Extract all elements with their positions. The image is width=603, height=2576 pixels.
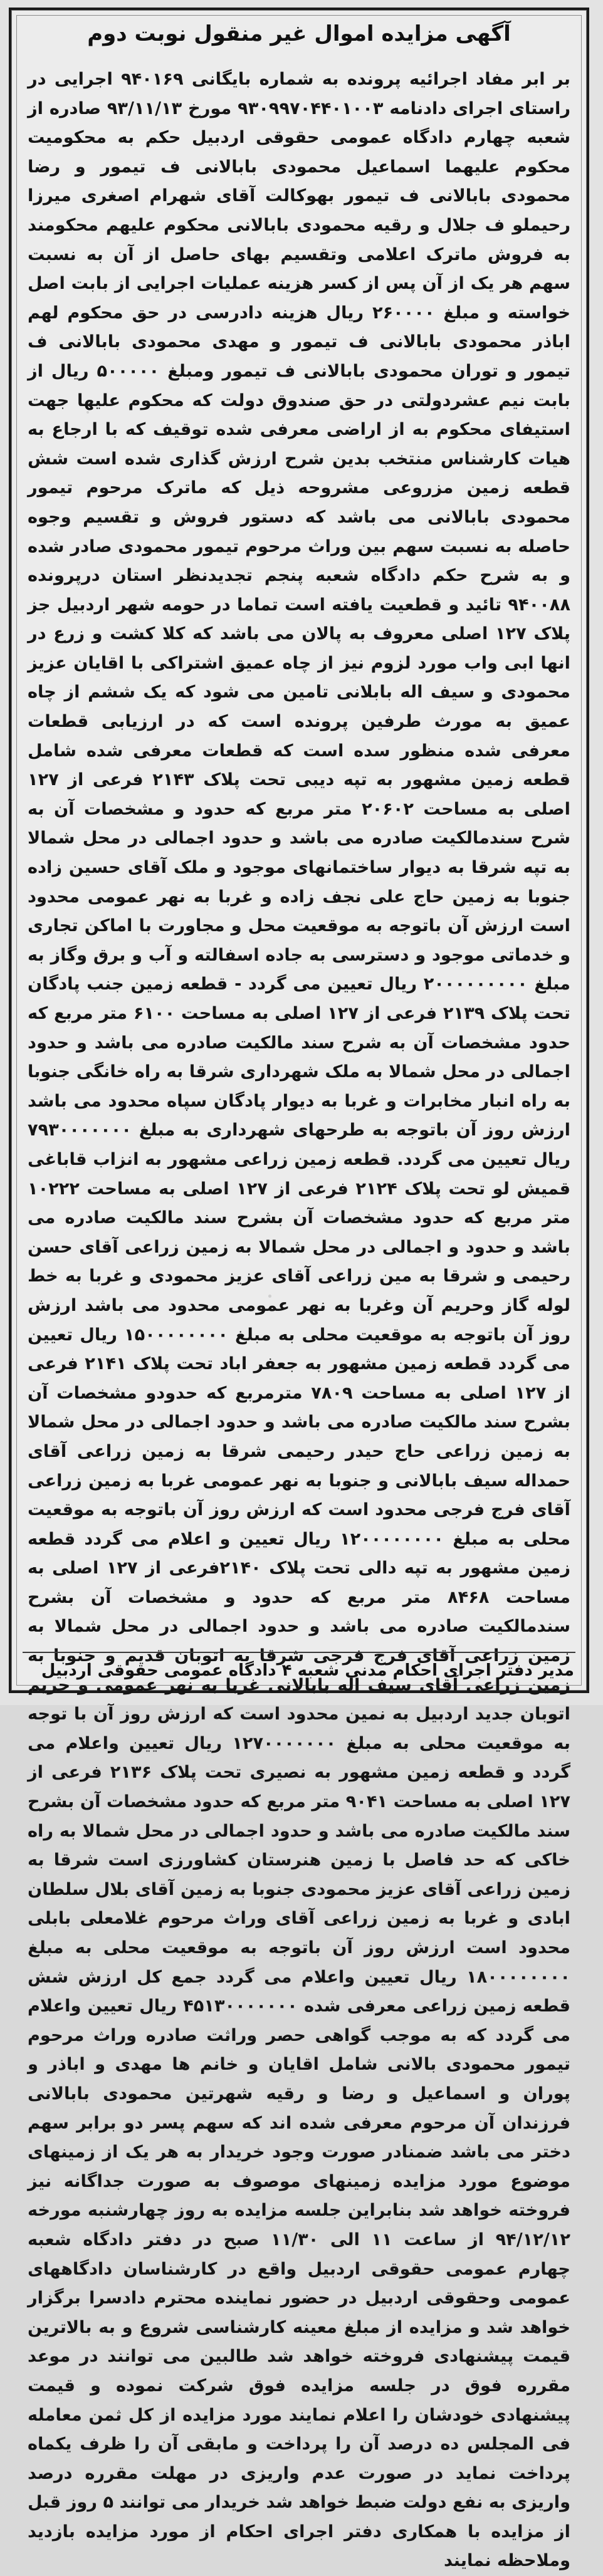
notice-title: آگهی مزایده اموال غیر منقول نوبت دوم bbox=[87, 21, 511, 46]
notice-body-paragraph: بر ابر مفاد اجرائیه پرونده به شماره بایگانی ۹۴۰۱۶۹ اجرایی در راستای اجرای دادنامه ۹۳۰۹۹۷۰۴۴۰۱۰۰۳ مورخ ۹۳/۱۱/۱۳ صادره از شعبه چهارم دادگاه عمومی حقوقی اردبیل حکم به محکومیت محکوم علیهما اسماعیل محمودی بابالانی ف تیمور و رضا محمودی بابالانی ف تیمور بهوکالت آقای شهرام اصغری میرزا رحیملو ف جلال و رقیه محمودی بابالانی محکوم علیهم محکومند به فروش ماترک اعلامی وتقسیم بهای حاصل از آن به نسبت سهم هر یک از آن پس از کسر هزینه عملیات اجرایی از بابت اصل خواسته و مبلغ ۲۶۰۰۰۰ ریال هزینه دادرسی در حق محکوم لهم اباذر محمودی بابالانی ف تیمور و مهدی محمودی بابالانی ف تیمور و توران محمودی بابالانی ف تیمور ومبلغ ۵۰۰۰۰۰ ریال از بابت نیم عشردولتی در حق صندوق دولت که محکوم علیها جهت استیفای محکوم به از اراضی معرفی شده توقیف که با ارجاع به هیات کارشناس منتخب بدین شرح ارزش گذاری شده است شش قطعه زمین مزروعی مشروحه ذیل که ماترک مرحوم تیمور محمودی بابالانی می باشد که دستور فروش و تقسیم وجوه حاصله به نسبت سهم بین وراث مرحوم تیمور محمودی صادر شده و به شرح حکم دادگاه شعبه پنجم تجدیدنظر استان درپرونده ۹۴۰۰۸۸ تائید و قطعیت یافته است تماما در حومه شهر اردبیل جز پلاک ۱۲۷ اصلی معروف به پالان می باشد که کلا کشت و زرع در انها ابی واب مورد لزوم نیز از چاه عمیق اشتراکی با اقایان عزیز محمودی و سیف اله بابلانی تامین می شود که یک ششم از چاه عمیق به مورث طرفین پرونده است که در ارزیابی قطعات معرفی شده منظور سده است که قطعات معرفی شده شامل قطعه زمین مشهور به تپه دیبی تحت پلاک ۲۱۴۳ فرعی از ۱۲۷ اصلی به مساحت ۲۰۶۰۲ متر مربع که حدود و مشخصات آن به شرح سندمالکیت صادره می باشد و حدود اجمالی در محل شمالا به تپه شرقا به دیوار ساختمانهای موجود و ملک آقای حسین زاده جنوبا به زمین حاج علی نجف زاده و غربا به نهر عمومی محدود است ارزش آن باتوجه به موقعیت محل و مجاورت با اماکن تجاری و خدماتی موجود و دسترسی به جاده اسفالته و آب و برق وگاز به مبلغ ۲۰۰۰۰۰۰۰۰۰ ریال تعیین می گردد - قطعه زمین جنب پادگان تحت پلاک ۲۱۳۹ فرعی از ۱۲۷ اصلی به مساحت ۶۱۰۰ متر مربع که حدود مشخصات آن به شرح سند مالکیت صادره می باشد و حدود اجمالی در محل شمالا به ملک شهرداری شرقا به راه خانگی جنوبا به راه انبار مخابرات و غربا به دیوار پادگان سپاه محدود می باشد ارزش روز آن باتوجه به طرحهای شهرداری به مبلغ ۷۹۳۰۰۰۰۰۰۰ ریال تعیین می گردد. قطعه زمین زراعی مشهور به انزاب قاباغی قمیش لو تحت پلاک ۲۱۲۴ فرعی از ۱۲۷ اصلی به مساحت ۱۰۲۲۲ متر مربع که حدود مشخصات آن بشرح سند مالکیت صادره می باشد و حدود و اجمالی در محل شمالا به زمین زراعی آقای حسن رحیمی و شرقا به مین زراعی آقای عزیز محمودی و غربا به خط لوله گاز وحریم آن وغربا به نهر عمومی محدود می باشد ارزش روز آن باتوجه به موقعیت محلی به مبلغ ۱۵۰۰۰۰۰۰۰۰ ریال تعیین می گردد قطعه زمین مشهور به جعفر اباد تحت پلاک ۲۱۴۱ فرعی از ۱۲۷ اصلی به مساحت ۷۸۰۹ مترمربع که حدودو مشخصات آن بشرح سند مالکیت صادره می باشد و حدود اجمالی در محل شمالا به زمین زراعی حاج حیدر رحیمی شرقا به زمین زراعی آقای حمداله سیف بابالانی و جنوبا به نهر عمومی غربا به زمین زراعی آقای فرج فرجی محدود است که ارزش روز آن باتوجه به موقعیت محلی به مبلغ ۱۲۰۰۰۰۰۰۰۰ ریال تعیین و اعلام می گردد قطعه زمین مشهور به تپه دالی تحت پلاک ۲۱۴۰فرعی از ۱۲۷ اصلی به مساحت ۸۴۶۸ متر مربع که حدود و مشخصات آن بشرح سندمالکیت صادره می باشد و حدود اجمالی در محل شمالا به زمین زراعی آقای فرج فرجی شرقا به اتوبان قدیم و جنوبا به زمین زراعی آقای سیف اله بابالانی غربا به نهر عمومی و حریم اتوبان جدید اردبیل به نمین محدود است که ارزش روز آن با توجه به موقعیت محلی به مبلغ ۱۲۷۰۰۰۰۰۰۰ ریال تعیین واعلام می گردد و قطعه زمین مشهور به نصیری تحت پلاک ۲۱۳۶ فرعی از ۱۲۷ اصلی به مساحت ۹۰۴۱ متر مربع که حدود مشخصات آن بشرح سند مالکیت صادره می باشد و حدود اجمالی در محل شمالا به راه خاکی که حد فاصل با زمین هنرستان کشاورزی است شرقا به زمین زراعی آقای عزیز محمودی جنوبا به زمین آقای بلال سلطان ابادی و غربا به زمین زراعی آقای وراث مرحوم غلامعلی بابلی محدود است ارزش روز آن باتوجه به موقعیت محلی به مبلغ ۱۸۰۰۰۰۰۰۰۰ ریال تعیین واعلام می گردد جمع کل ارزش شش قطعه زمین زراعی معرفی شده ۴۵۱۳۰۰۰۰۰۰۰ ریال تعیین واعلام می گردد که به موجب گواهی حصر وراثت صادره وراث مرحوم تیمور محمودی بالانی شامل اقایان و خانم ها مهدی و اباذر و پوران و اسماعیل و رضا و رقیه شهرتین محمودی بابالانی فرزندان آن مرحوم معرفی شده اند که سهم پسر دو برابر سهم دختر می باشد ضمنادر صورت وجود خریدار به هر یک از زمینهای موضوع مورد مزایده زمینهای موصوف به صورت جداگانه نیز فروخته خواهد شد بنابراین جلسه مزایده به روز چهارشنبه مورخه ۹۴/۱۲/۱۲ از ساعت ۱۱ الی ۱۱/۳۰ صبح در دفتر دادگاه شعبه چهارم عمومی حقوقی اردبیل واقع در کارشناسان دادگاههای عمومی وحقوقی اردبیل در حضور نماینده محترم دادسرا برگزار خواهد شد و مزایده از مبلغ معینه کارشناسی شروع و به بالاترین قیمت پیشنهادی فروخته خواهد شد طالبین می توانند در موعد مقرره فوق در جلسه مزایده فوق شرکت نموده و قیمت پیشنهادی خودشان را اعلام نمایند مورد مزایده از کل ثمن معامله فی المجلس ده درصد آن را پرداخت و مابقی آن را ظرف یکماه پرداخت نماید در صورت عدم واریزی در مهلت مقرره درصد واریزی به نفع دولت ضبط خواهد شد خریدار می توانند ۵ روز قبل از مزایده با همکاری دفتر اجرای احکام از مورد مزایده بازدید وملاحظه نمایند bbox=[28, 70, 571, 2571]
footer-divider bbox=[23, 1652, 575, 1653]
notice-frame bbox=[9, 8, 589, 2571]
paper-speck bbox=[268, 1295, 271, 1298]
paper-speck bbox=[87, 411, 89, 414]
notice-signature: مدیر دفتر اجرای احکام مدنی شعبه ۴ دادگاه عمومی حقوقی اردبیل bbox=[41, 1661, 574, 1680]
paper-speck bbox=[488, 837, 490, 839]
